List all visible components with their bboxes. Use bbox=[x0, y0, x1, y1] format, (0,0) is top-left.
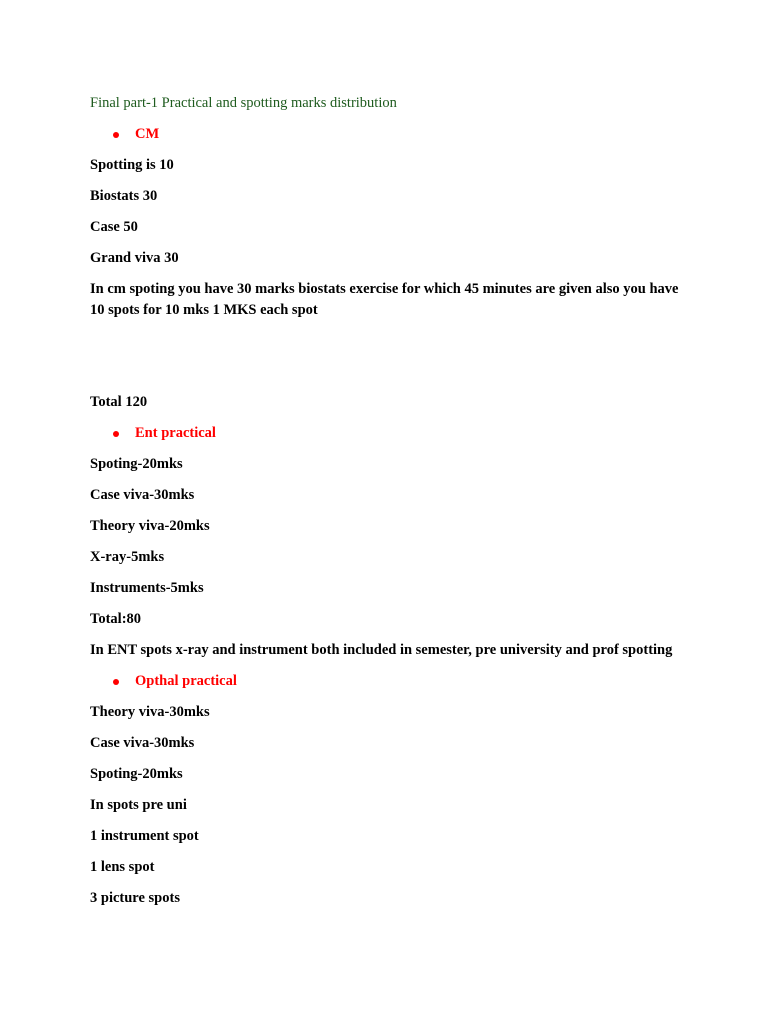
bullet-icon bbox=[113, 679, 119, 685]
opthal-line: 3 picture spots bbox=[90, 890, 180, 906]
opthal-line: 1 lens spot bbox=[90, 859, 155, 875]
section-heading-ent bbox=[90, 423, 680, 444]
section-heading-label: Opthal practical bbox=[135, 673, 237, 689]
cm-line: Case 50 bbox=[90, 219, 138, 235]
ent-line: Case viva-30mks bbox=[90, 487, 195, 503]
bullet-icon bbox=[113, 132, 119, 138]
ent-line: Instruments-5mks bbox=[90, 580, 204, 596]
bullet-icon bbox=[113, 431, 119, 437]
cm-total: Total 120 bbox=[90, 394, 148, 410]
section-heading-label: Ent practical bbox=[135, 425, 216, 441]
ent-total: Total:80 bbox=[90, 611, 142, 627]
ent-line: Spoting-20mks bbox=[90, 456, 183, 472]
blank-space bbox=[90, 331, 680, 392]
cm-line: Biostats 30 bbox=[90, 188, 158, 204]
cm-line: Spotting is 10 bbox=[90, 157, 174, 173]
opthal-line: 1 instrument spot bbox=[90, 828, 199, 844]
section-heading-cm bbox=[90, 124, 680, 145]
opthal-line: In spots pre uni bbox=[90, 797, 187, 813]
cm-line: Grand viva 30 bbox=[90, 250, 179, 266]
ent-note: In ENT spots x-ray and instrument both included in semester, pre university and prof spotting bbox=[90, 642, 673, 658]
section-heading-label: CM bbox=[135, 126, 160, 142]
opthal-line: Spoting-20mks bbox=[90, 766, 183, 782]
ent-line: Theory viva-20mks bbox=[90, 518, 210, 534]
document-title: Final part-1 Practical and spotting marks distribution bbox=[90, 95, 397, 111]
ent-line: X-ray-5mks bbox=[90, 549, 165, 565]
section-heading-opthal bbox=[90, 671, 680, 692]
opthal-line: Theory viva-30mks bbox=[90, 704, 210, 720]
opthal-line: Case viva-30mks bbox=[90, 735, 195, 751]
cm-note: In cm spoting you have 30 marks biostats exercise for which 45 minutes are given also you have 10 spots for 10 mks 1 MKS each spot bbox=[90, 281, 679, 318]
document-page bbox=[90, 93, 680, 919]
